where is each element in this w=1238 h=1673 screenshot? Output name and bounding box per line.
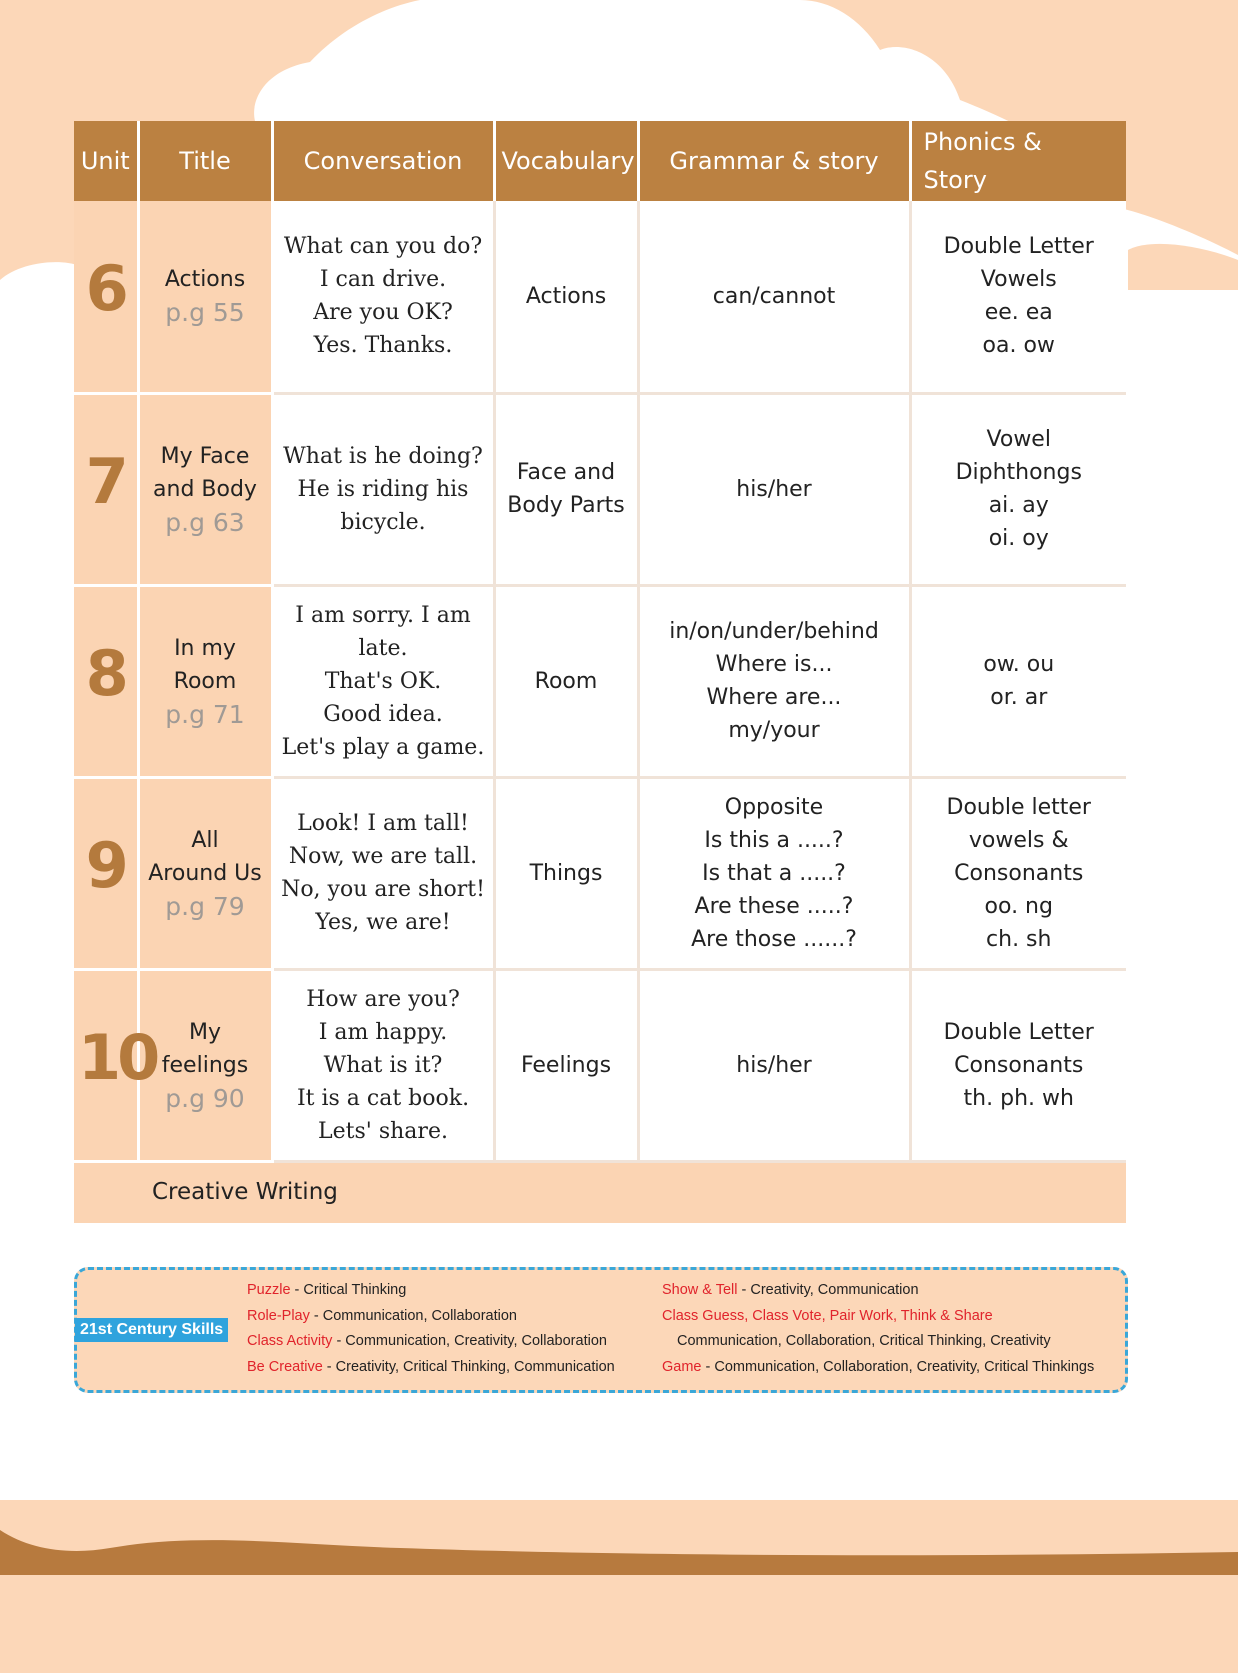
title-cell — [138, 777, 272, 969]
unit-number: 8 — [85, 637, 125, 710]
unit-cell — [74, 777, 138, 969]
grammar-cell: in/on/under/behind Where is... Where are... my/your — [638, 585, 910, 777]
unit-title: All Around Us — [148, 827, 262, 886]
page-reference: p.g 79 — [165, 891, 245, 921]
grammar-cell: can/cannot — [638, 201, 910, 393]
table-header-row — [74, 121, 1126, 201]
conversation-cell: Look! I am tall! Now, we are tall. No, you are short! Yes, we are! — [272, 777, 494, 969]
skill-name: Class Guess, Class Vote, Pair Work, Think & Share — [662, 1308, 993, 1324]
unit-cell — [74, 585, 138, 777]
contents-table — [74, 121, 1126, 1223]
page-reference: p.g 71 — [165, 699, 245, 729]
skill-item — [247, 1359, 615, 1375]
conversation-cell: How are you? I am happy. What is it? It is a cat book. Lets' share. — [272, 969, 494, 1161]
bottom-area — [0, 1575, 1238, 1673]
header-conversation: Conversation — [272, 121, 494, 201]
title-cell — [138, 585, 272, 777]
skill-item — [662, 1359, 1094, 1375]
unit-number: 6 — [85, 252, 125, 326]
title-cell — [138, 393, 272, 585]
unit-cell — [74, 969, 157, 1161]
unit-title: My feelings — [161, 1019, 249, 1078]
header-grammar: Grammar & story — [638, 121, 910, 201]
page-reference: p.g 55 — [165, 298, 245, 328]
table-row — [74, 969, 1126, 1161]
vocabulary-cell: Feelings — [494, 969, 638, 1161]
header-vocabulary: Vocabulary — [494, 121, 638, 201]
header-phonics — [910, 121, 1126, 201]
skill-description: - Creativity, Critical Thinking, Communication — [322, 1359, 615, 1375]
skill-item — [662, 1282, 919, 1298]
header-title: Title — [138, 121, 272, 201]
skill-item — [247, 1282, 406, 1298]
unit-number: 7 — [85, 445, 125, 518]
vocabulary-cell: Things — [494, 777, 638, 969]
title-cell — [138, 201, 272, 393]
skills-legend-box — [74, 1267, 1128, 1393]
unit-title: In my Room — [173, 635, 237, 694]
vocabulary-cell: Actions — [494, 201, 638, 393]
title-cell — [138, 969, 272, 1161]
skill-description: - Communication, Creativity, Collaboration — [332, 1333, 607, 1349]
header-phonics-line2: Story — [923, 166, 987, 194]
conversation-cell: I am sorry. I am late. That's OK. Good idea. Let's play a game. — [272, 585, 494, 777]
skill-name: Role-Play — [247, 1308, 310, 1324]
grammar-cell: his/her — [638, 969, 910, 1161]
skill-description: - Creativity, Communication — [737, 1282, 919, 1298]
header-unit: Unit — [74, 121, 138, 201]
table-row — [74, 585, 1126, 777]
skill-name: Game — [662, 1359, 702, 1375]
page-reference: p.g 90 — [165, 1083, 245, 1113]
phonics-cell: Vowel Diphthongs ai. ay oi. oy — [910, 393, 1126, 585]
grammar-cell: Opposite Is this a .....? Is that a .....? Are these .....? Are those ......? — [638, 777, 910, 969]
phonics-cell: Double Letter Vowels ee. ea oa. ow — [910, 201, 1126, 393]
grammar-cell: his/her — [638, 393, 910, 585]
creative-writing-row — [74, 1161, 1126, 1223]
conversation-cell: What can you do? I can drive. Are you OK? Yes. Thanks. — [272, 201, 494, 393]
phonics-cell: ow. ou or. ar — [910, 585, 1126, 777]
skills-label: 21st Century Skills — [75, 1318, 228, 1342]
unit-title: My Face and Body — [153, 443, 257, 502]
skill-item — [677, 1333, 1051, 1349]
table-row — [74, 777, 1126, 969]
unit-cell — [74, 393, 138, 585]
creative-writing-label: Creative Writing — [74, 1161, 1126, 1223]
skill-description: - Communication, Collaboration — [309, 1308, 517, 1324]
unit-number: 9 — [85, 829, 125, 902]
skill-name: Puzzle — [247, 1282, 291, 1298]
conversation-cell: What is he doing? He is riding his bicycle. — [272, 393, 494, 585]
phonics-cell: Double letter vowels & Consonants oo. ng ch. sh — [910, 777, 1126, 969]
skill-description: - Communication, Collaboration, Creativity, Critical Thinkings — [701, 1359, 1095, 1375]
page-reference: p.g 63 — [165, 507, 245, 537]
skill-description: - Critical Thinking — [290, 1282, 407, 1298]
skill-description: Communication, Collaboration, Critical Thinking, Creativity — [677, 1333, 1051, 1349]
skill-item — [247, 1333, 607, 1349]
vocabulary-cell: Room — [494, 585, 638, 777]
skill-item — [662, 1308, 993, 1324]
table-row — [74, 393, 1126, 585]
skill-item — [247, 1308, 517, 1324]
phonics-cell: Double Letter Consonants th. ph. wh — [910, 969, 1126, 1161]
header-phonics-line1: Phonics & — [923, 128, 1042, 156]
skill-name: Class Activity — [247, 1333, 333, 1349]
unit-number: 10 — [78, 1021, 157, 1094]
wave-band — [0, 1530, 1238, 1575]
table-row — [74, 201, 1126, 393]
vocabulary-cell: Face and Body Parts — [494, 393, 638, 585]
unit-title: Actions — [164, 267, 246, 293]
skill-name: Be Creative — [247, 1359, 323, 1375]
unit-cell — [74, 201, 138, 393]
skill-name: Show & Tell — [662, 1282, 738, 1298]
